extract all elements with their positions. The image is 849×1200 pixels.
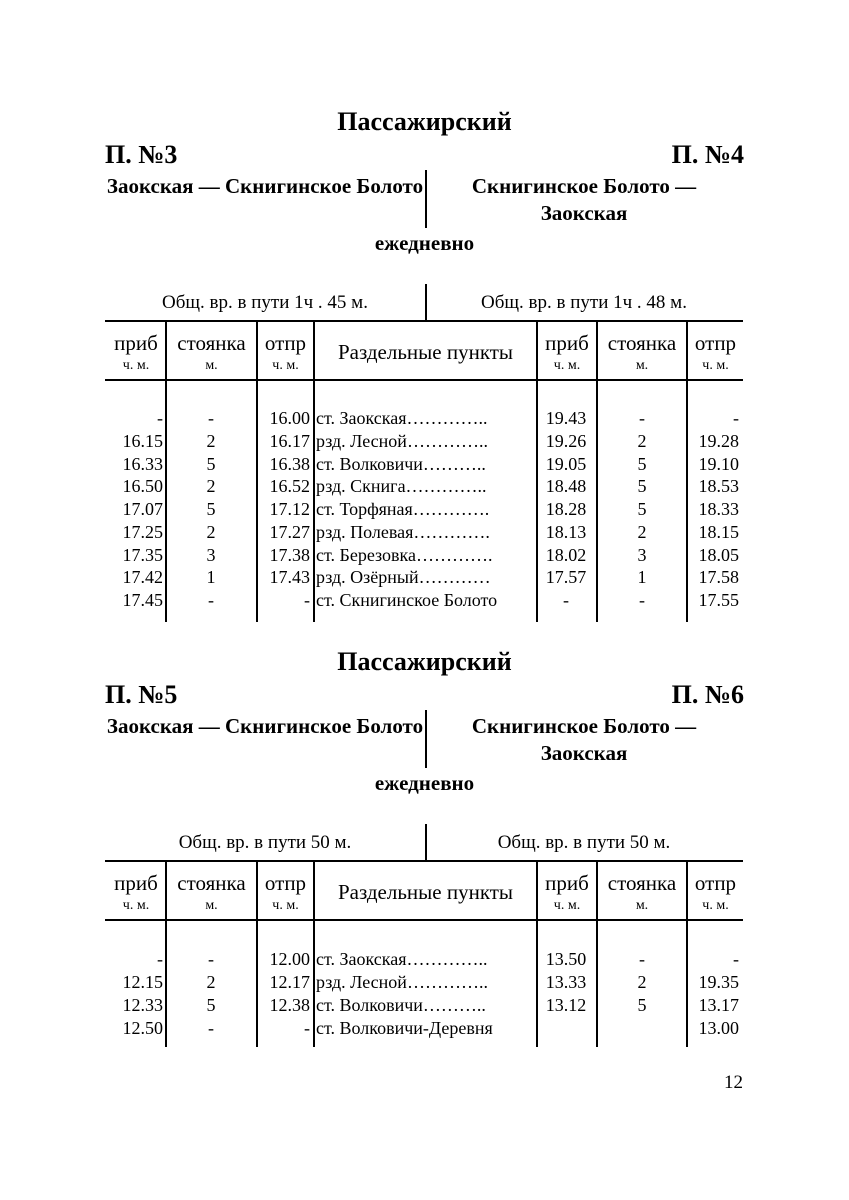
table-top-rule [105, 860, 743, 862]
header-stop-unit: м. [635, 358, 649, 373]
stop-cell: - [639, 408, 645, 428]
stop-cell: 5 [637, 499, 647, 519]
departure-cell: 18.15 [698, 522, 739, 542]
total-time-left: Общ. вр. в пути 50 м. [178, 832, 352, 853]
departure-cell: 17.38 [269, 545, 310, 565]
stop-cell: 3 [637, 545, 647, 565]
header-stop: стоянка [607, 331, 677, 355]
table-header-rule [105, 919, 743, 921]
departure-cell: 17.43 [269, 567, 310, 587]
stop-cell: 5 [206, 499, 216, 519]
station-cell: рзд. Полевая…………. [316, 522, 490, 542]
header-stop-unit: м. [205, 358, 218, 373]
arrival-cell: 17.25 [122, 522, 163, 542]
arrival-cell: 12.15 [122, 972, 163, 992]
station-cell: ст. Заокская………….. [316, 949, 488, 969]
stop-cell: 3 [206, 545, 216, 565]
stop-cell: - [208, 1018, 214, 1038]
header-arrival-unit: ч. м. [553, 898, 581, 913]
total-time-divider [425, 284, 427, 322]
arrival-cell: 18.13 [545, 522, 587, 542]
arrival-cell: 16.50 [122, 476, 163, 496]
arrival-cell: 17.35 [122, 545, 163, 565]
departure-cell: - [733, 408, 739, 428]
station-cell: ст. Торфяная…………. [316, 499, 490, 519]
header-departure: отпр [264, 331, 307, 355]
arrival-cell: 17.42 [122, 567, 163, 587]
table-header-rule [105, 379, 743, 381]
stop-cell: 2 [206, 476, 216, 496]
route-right: Скнигинское Болото — Заокская [471, 714, 697, 765]
departure-cell: 17.12 [269, 499, 310, 519]
section-title: Пассажирский [337, 647, 512, 676]
stop-cell: 2 [206, 972, 216, 992]
arrival-cell: 18.02 [545, 545, 587, 565]
header-stop-unit: м. [205, 898, 218, 913]
column-divider [313, 320, 315, 622]
header-arrival: приб [545, 331, 589, 355]
header-stop-unit: м. [635, 898, 649, 913]
header-departure: отпр [264, 871, 307, 895]
departure-cell: 17.27 [269, 522, 310, 542]
stop-cell: 5 [637, 995, 647, 1015]
station-cell: ст. Волковичи……….. [316, 995, 486, 1015]
header-departure: отпр [694, 331, 737, 355]
arrival-cell: 17.45 [122, 590, 163, 610]
header-arrival-unit: ч. м. [122, 898, 150, 913]
departure-cell: 13.00 [698, 1018, 739, 1038]
stop-cell: 2 [206, 431, 216, 451]
stop-cell: 2 [206, 522, 216, 542]
departure-cell: 16.00 [269, 408, 310, 428]
departure-cell: - [304, 1018, 310, 1038]
station-cell: рзд. Озёрный………… [316, 567, 491, 587]
departure-cell: - [733, 949, 739, 969]
train-number-left: П. №5 [105, 680, 178, 709]
departure-cell: 18.05 [698, 545, 739, 565]
header-arrival: приб [545, 871, 589, 895]
header-departure-unit: ч. м. [272, 898, 299, 913]
route-left: Заокская — Скнигинское Болото [106, 714, 424, 738]
station-cell: рзд. Лесной………….. [316, 972, 488, 992]
header-stop: стоянка [607, 871, 677, 895]
arrival-cell: 12.33 [122, 995, 163, 1015]
header-departure: отпр [694, 871, 737, 895]
departure-cell: 17.58 [698, 567, 739, 587]
arrival-cell: 13.33 [545, 972, 587, 992]
header-departure-unit: ч. м. [272, 358, 299, 373]
header-stop: стоянка [177, 871, 246, 895]
station-cell: ст. Волковичи-Деревня [316, 1018, 493, 1038]
departure-cell: 12.17 [269, 972, 310, 992]
arrival-cell: - [563, 590, 569, 610]
header-stop: стоянка [177, 331, 246, 355]
stop-cell: - [639, 590, 645, 610]
stop-cell: - [639, 949, 645, 969]
train-number-right: П. №6 [671, 680, 744, 709]
train-number-right: П. №4 [671, 140, 744, 169]
station-cell: ст. Березовка…………. [316, 545, 493, 565]
arrival-cell: 12.50 [122, 1018, 163, 1038]
stop-cell: - [208, 590, 214, 610]
departure-cell: 12.38 [269, 995, 310, 1015]
schedule-days: ежедневно [374, 771, 475, 795]
header-arrival: приб [114, 871, 158, 895]
total-time-left: Общ. вр. в пути 1ч . 45 м. [162, 292, 368, 313]
header-arrival-unit: ч. м. [553, 358, 581, 373]
header-stations: Раздельные пункты [337, 340, 514, 364]
station-cell: ст. Заокская………….. [316, 408, 488, 428]
stop-cell: - [208, 408, 214, 428]
route-divider [425, 710, 427, 768]
header-departure-unit: ч. м. [702, 358, 729, 373]
stop-cell: 1 [206, 567, 216, 587]
route-right: Скнигинское Болото — Заокская [471, 174, 697, 225]
schedule-days: ежедневно [374, 231, 475, 255]
arrival-cell: 16.33 [122, 454, 163, 474]
departure-cell: 13.17 [698, 995, 739, 1015]
arrival-cell: 18.48 [545, 476, 587, 496]
departure-cell: 16.17 [269, 431, 310, 451]
arrival-cell: 16.15 [122, 431, 163, 451]
page-number: 12 [724, 1072, 743, 1093]
departure-cell: 19.28 [698, 431, 739, 451]
stop-cell: 2 [637, 522, 647, 542]
route-divider [425, 170, 427, 228]
arrival-cell: 17.07 [122, 499, 163, 519]
station-cell: ст. Волковичи……….. [316, 454, 486, 474]
departure-cell: - [304, 590, 310, 610]
arrival-cell: 19.05 [545, 454, 587, 474]
stop-cell: - [208, 949, 214, 969]
stop-cell: 5 [206, 454, 216, 474]
stop-cell: 1 [637, 567, 647, 587]
header-stations: Раздельные пункты [337, 880, 514, 904]
station-cell: рзд. Скнига………….. [316, 476, 487, 496]
departure-cell: 19.10 [698, 454, 739, 474]
arrival-cell: 19.43 [545, 408, 587, 428]
arrival-cell: - [157, 408, 163, 428]
departure-cell: 18.53 [698, 476, 739, 496]
total-time-right: Общ. вр. в пути 50 м. [497, 832, 671, 853]
header-arrival-unit: ч. м. [122, 358, 150, 373]
departure-cell: 16.38 [269, 454, 310, 474]
departure-cell: 19.35 [698, 972, 739, 992]
arrival-cell: - [157, 949, 163, 969]
table-top-rule [105, 320, 743, 322]
stop-cell: 2 [637, 972, 647, 992]
route-left: Заокская — Скнигинское Болото [106, 174, 424, 198]
arrival-cell: 19.26 [545, 431, 587, 451]
total-time-divider [425, 824, 427, 862]
header-departure-unit: ч. м. [702, 898, 729, 913]
departure-cell: 18.33 [698, 499, 739, 519]
departure-cell: 16.52 [269, 476, 310, 496]
stop-cell: 5 [206, 995, 216, 1015]
station-cell: рзд. Лесной………….. [316, 431, 488, 451]
stop-cell: 2 [637, 431, 647, 451]
stop-cell: 5 [637, 454, 647, 474]
arrival-cell: 18.28 [545, 499, 587, 519]
train-number-left: П. №3 [105, 140, 178, 169]
station-cell: ст. Скнигинское Болото [316, 590, 498, 610]
departure-cell: 17.55 [698, 590, 739, 610]
arrival-cell: 13.12 [545, 995, 587, 1015]
total-time-right: Общ. вр. в пути 1ч . 48 м. [481, 292, 687, 313]
arrival-cell: 17.57 [545, 567, 587, 587]
stop-cell: 5 [637, 476, 647, 496]
departure-cell: 12.00 [269, 949, 310, 969]
header-arrival: приб [114, 331, 158, 355]
section-title: Пассажирский [337, 107, 512, 136]
arrival-cell: 13.50 [545, 949, 587, 969]
